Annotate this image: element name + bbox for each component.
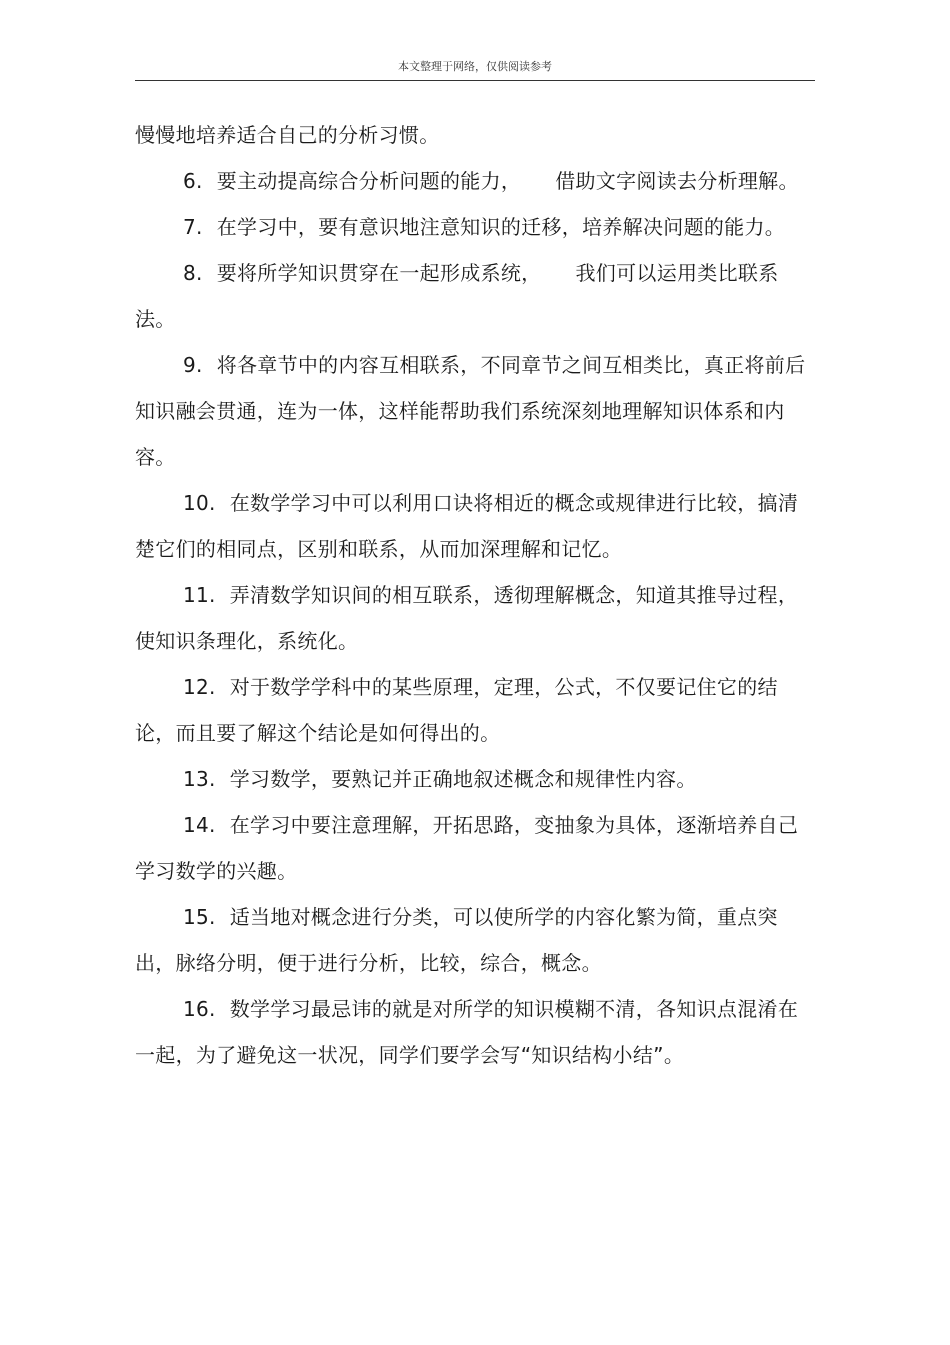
item-text: 弄清数学知识间的相互联系，透彻理解概念，知道其推导过程，使知识条理化，系统化。 [135, 583, 799, 653]
list-item-13 [135, 756, 815, 802]
item-text: 学习数学，要熟记并正确地叙述概念和规律性内容。 [229, 767, 697, 791]
item-text: 要将所学知识贯穿在一起形成系统， [216, 261, 542, 285]
list-item-10 [135, 480, 815, 572]
list-item-11 [135, 572, 815, 664]
list-item-6 [135, 158, 815, 204]
item-text: 在学习中，要有意识地注意知识的迁移，培养解决问题的能力。 [216, 215, 786, 239]
list-item-12 [135, 664, 815, 756]
list-item-16 [135, 986, 815, 1078]
item-text-continued: 我们可以运用类比联系法。 [135, 261, 779, 331]
item-number: 8. [183, 261, 203, 285]
item-number: 11. [183, 583, 216, 607]
item-text: 对于数学学科中的某些原理，定理，公式，不仅要记住它的结论，而且要了解这个结论是如何得出的。 [135, 675, 778, 745]
lead-paragraph: 慢慢地培养适合自己的分析习惯。 [135, 123, 440, 147]
item-text: 要主动提高综合分析问题的能力， [216, 169, 522, 193]
list-item-8 [135, 250, 815, 342]
list-item-15 [135, 894, 815, 986]
item-text-continued: 借助文字阅读去分析理解。 [555, 169, 799, 193]
item-number: 6. [183, 169, 203, 193]
item-number: 9. [183, 353, 203, 377]
item-number: 14. [183, 813, 216, 837]
item-text: 将各章节中的内容互相联系，不同章节之间互相类比，真正将前后知识融会贯通，连为一体，这样能帮助我们系统深刻地理解知识体系和内容。 [135, 353, 806, 469]
item-text: 在数学学习中可以利用口诀将相近的概念或规律进行比较，搞清楚它们的相同点，区别和联系，从而加深理解和记忆。 [135, 491, 799, 561]
item-number: 16. [183, 997, 216, 1021]
page-header: 本文整理于网络，仅供阅读参考 [398, 60, 552, 73]
list-item-9 [135, 342, 815, 480]
item-text: 适当地对概念进行分类，可以使所学的内容化繁为简，重点突出，脉络分明，便于进行分析，比较，综合，概念。 [135, 905, 778, 975]
list-item-7 [135, 204, 815, 250]
document-body [135, 112, 815, 1078]
item-text: 在学习中要注意理解，开拓思路，变抽象为具体，逐渐培养自己学习数学的兴趣。 [135, 813, 799, 883]
item-number: 7. [183, 215, 203, 239]
header-divider [135, 80, 815, 81]
item-number: 15. [183, 905, 216, 929]
item-number: 12. [183, 675, 216, 699]
item-text: 数学学习最忌讳的就是对所学的知识模糊不清，各知识点混淆在一起，为了避免这一状况，同学们要学会写“知识结构小结”。 [135, 997, 799, 1067]
item-number: 13. [183, 767, 216, 791]
list-item-14 [135, 802, 815, 894]
item-number: 10. [183, 491, 216, 515]
